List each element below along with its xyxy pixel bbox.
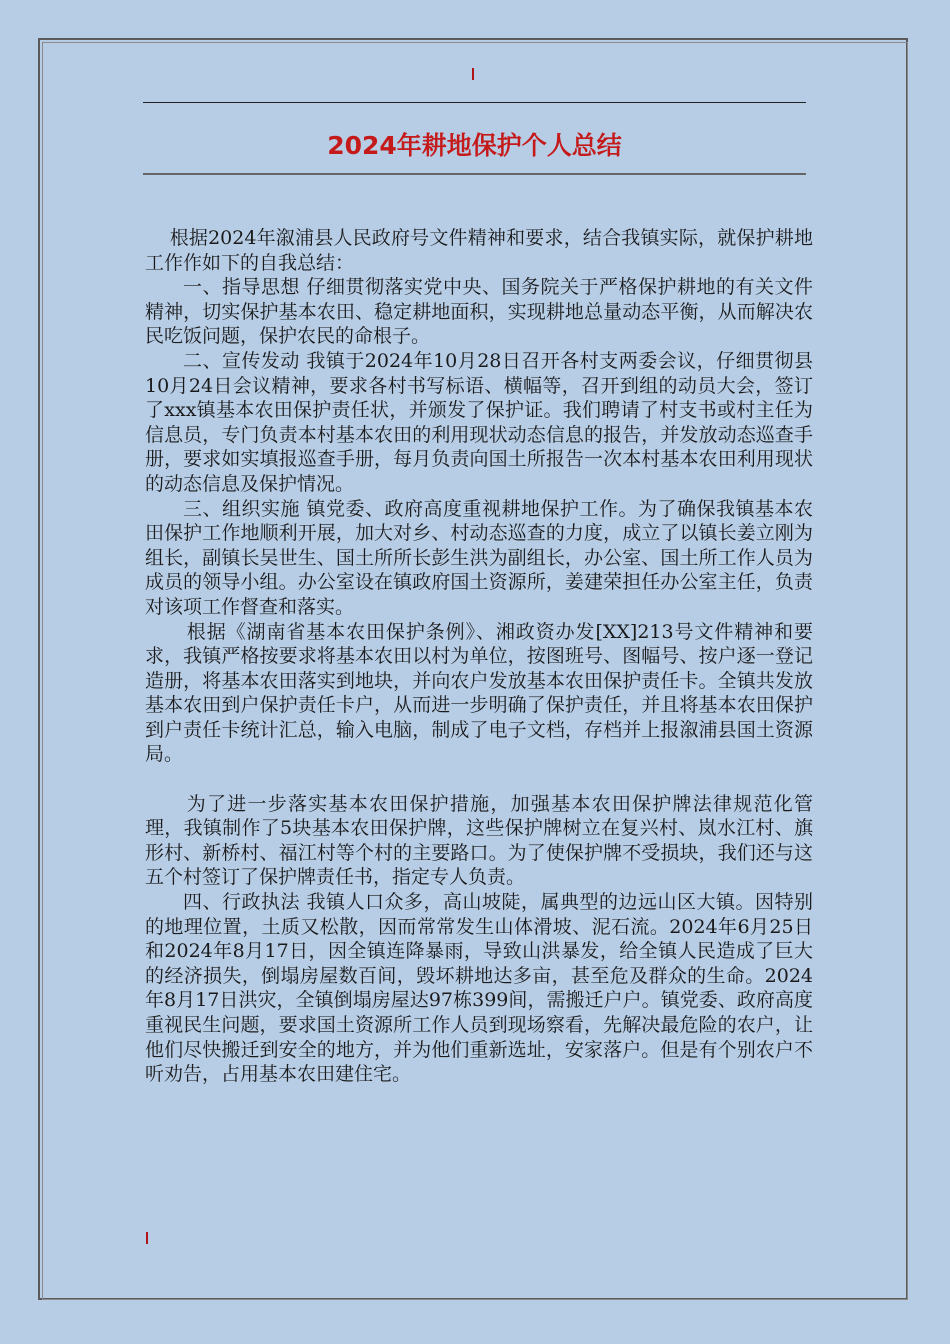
paragraph-protection-signs: 为了进一步落实基本农田保护措施，加强基本农田保护牌法律规范化管理，我镇制作了5块基本农田保护牌，这些保护牌树立在复兴村、岚水江村、旗形村、新桥村、福江村等个村的主要路口。为了使保护牌不受损块，我们还与这五个村签订了保护牌责任书，指定专人负责。 xyxy=(145,792,813,889)
paragraph-implementation: 三、组织实施 镇党委、政府高度重视耕地保护工作。为了确保我镇基本农田保护工作地顺利开展，加大对乡、村动态巡查的力度，成立了以镇长姜立刚为组长，副镇长吴世生、国土所所长彭生洪为副组长，办公室、国土所工作人员为成员的领导小组。办公室设在镇政府国土资源所，姜建荣担任办公室主任，负责对该项工作督查和落实。 xyxy=(145,497,813,618)
header-cursor-mark xyxy=(472,68,474,80)
paragraph-spacer xyxy=(145,767,813,792)
paragraph-intro: 根据2024年溆浦县人民政府号文件精神和要求，结合我镇实际，就保护耕地工作作如下的自我总结： xyxy=(145,227,813,274)
title-underline-rule xyxy=(143,173,806,175)
paragraph-publicity: 二、宣传发动 我镇于2024年10月28日召开各村支两委会议，仔细贯彻县10月24日会议精神，要求各村书写标语、横幅等，召开到组的动员大会，签订了xxx镇基本农田保护责任状，并颁发了保护证。我们聘请了村支书或村主任为信息员，专门负责本村基本农田的利用现状动态信息的报告，并发放动态巡查手册，要求如实填报巡查手册，每月负责向国土所报告一次本村基本农田利用现状的动态信息及保护情况。 xyxy=(145,349,813,495)
paragraph-guiding-ideology: 一、指导思想 仔细贯彻落实党中央、国务院关于严格保护耕地的有关文件精神，切实保护基本农田、稳定耕地面积，实现耕地总量动态平衡，从而解决农民吃饭问题，保护农民的命根子。 xyxy=(145,276,813,348)
document-body xyxy=(145,226,813,1087)
paragraph-regulation: 根据《湖南省基本农田保护条例》、湘政资办发[XX]213号文件精神和要求，我镇严格按要求将基本农田以村为单位，按图班号、图幅号、按户逐一登记造册，将基本农田落实到地块，并向农户发放基本农田保护责任卡。全镇共发放基本农田到户保护责任卡户，从而进一步明确了保护责任，并且将基本农田保护到户责任卡统计汇总，输入电脑，制成了电子文档，存档并上报溆浦县国土资源局。 xyxy=(145,620,813,766)
paragraph-law-enforcement: 四、行政执法 我镇人口众多，高山坡陡，属典型的边远山区大镇。因特别的地理位置，土质又松散，因而常常发生山体滑坡、泥石流。2024年6月25日和2024年8月17日，因全镇连降暴雨，导致山洪暴发，给全镇人民造成了巨大的经济损失，倒塌房屋数百间，毁坏耕地达多亩，甚至危及群众的生命。2024年8月17日洪灾，全镇倒塌房屋达97栋399间，需搬迁户户。镇党委、政府高度重视民生问题，要求国土资源所工作人员到现场察看，先解决最危险的农户，让他们尽快搬迁到安全的地方，并为他们重新选址，安家落户。但是有个别农户不听劝告，占用基本农田建住宅。 xyxy=(145,891,813,1086)
footer-cursor-mark xyxy=(146,1232,148,1244)
header-rule xyxy=(143,102,806,103)
document-title: 2024年耕地保护个人总结 xyxy=(327,131,622,160)
